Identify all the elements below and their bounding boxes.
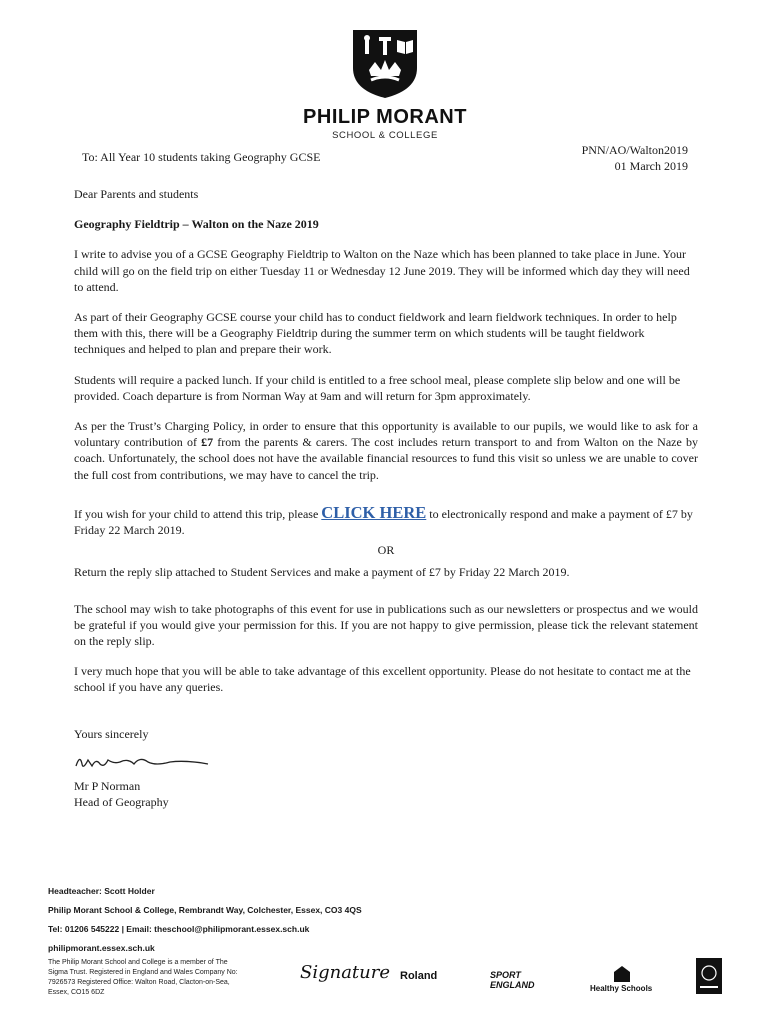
signature-logo: Signature [300,962,391,983]
healthy-schools-logo: Healthy Schools [590,984,653,993]
partner-logos [300,958,730,1002]
paragraph-reply-slip: Return the reply slip attached to Student Services and make a payment of £7 by Friday 22 March 2019. [74,565,570,580]
footer [48,886,728,962]
signer-title: Head of Geography [74,795,169,810]
letter-reference: PNN/AO/Walton2019 [581,143,688,157]
respond-text-a: If you wish for your child to attend this trip, please [74,506,322,521]
letterhead [0,28,770,141]
footer-headteacher: Headteacher: Scott Holder [48,886,155,896]
sport-england-logo: SPORT ENGLAND [490,970,535,990]
paragraph-charging [74,418,698,483]
signature-image [74,752,214,774]
or-separator: OR [377,543,395,558]
closing: Yours sincerely [74,726,149,741]
roland-logo: Roland [400,970,438,982]
paragraph-respond [74,502,698,538]
footer-website[interactable]: philipmorant.essex.sch.uk [48,943,155,953]
reference-block [582,142,688,174]
paragraph-lunch: Students will require a packed lunch. If your child is entitled to a free school meal, please complete slip below and one will be provided. Coach departure is from Norman Way at 9am and will return for 3pm approximately. [74,372,681,403]
paragraph-photographs: The school may wish to take photographs of this event for use in publications such as our newsletters or prospectus and we would be grateful if you would give your permission for this. If you are not happy to give permission, please tick the relevant statement on the reply slip. [74,601,698,649]
charging-text-a: As per the Trust’s Charging Policy, in order to ensure that this opportunity is available to our pupils, we would like to ask for a voluntary contribution of [74,419,698,450]
paragraph-queries: I very much hope that you will be able to take advantage of this excellent opportunity. Please do not hesitate to contact me at the school if you have any queries. [74,664,691,695]
school-crest-icon [349,28,421,100]
signer-name: Mr P Norman [74,778,141,793]
contribution-amount: £7 [201,435,214,450]
letter-date: 01 March 2019 [614,159,688,173]
letter-body [74,186,698,810]
letter-subject: Geography Fieldtrip – Walton on the Naze 2019 [74,217,319,232]
healthy-schools-icon [612,964,632,982]
footer-fine-print: The Philip Morant School and College is a member of The Sigma Trust. Registered in England and Wales Company No: 7926573 Registered Office: Walton Road, Clacton-on-Sea, Essex, CO15 6DZ [48,959,238,996]
recipient-line: To: All Year 10 students taking Geography GCSE [82,150,321,164]
charging-text-b: from the parents & carers. The cost includes return transport to and from Walton on the Naze by coach. Unfortunately, the school does not have the available financial resources to fund this visit so unless we are unable to cover the full cost from contributions, we may have to cancel the trip. [74,435,698,482]
footer-contact: Tel: 01206 545222 | Email: theschool@philipmorant.essex.sch.uk [48,924,310,934]
paragraph-intro: I write to advise you of a GCSE Geography Fieldtrip to Walton on the Naze which has been planned to take place in June. Your child will go on the field trip on either Tuesday 11 or Wednesday 12 June 2019. They will be informed which day they will need to attend. [74,247,690,294]
school-subtitle: SCHOOL & COLLEGE [332,130,438,141]
school-name: PHILIP MORANT [303,106,467,128]
paragraph-fieldwork: As part of their Geography GCSE course your child has to conduct fieldwork and learn fieldwork techniques. In order to help them with this, there will be a Geography Fieldtrip during the summer term on which students will be taught fieldwork techniques and helped to plan and prepare their work. [74,310,677,357]
footer-address: Philip Morant School & College, Rembrandt Way, Colchester, Essex, CO3 4QS [48,905,362,915]
click-here-link[interactable]: CLICK HERE [321,502,427,522]
sigma-trust-badge-icon [696,958,722,994]
salutation: Dear Parents and students [74,187,199,201]
respond-text-b: to electronically respond and make a payment of £7 by Friday 22 March 2019. [74,506,693,538]
